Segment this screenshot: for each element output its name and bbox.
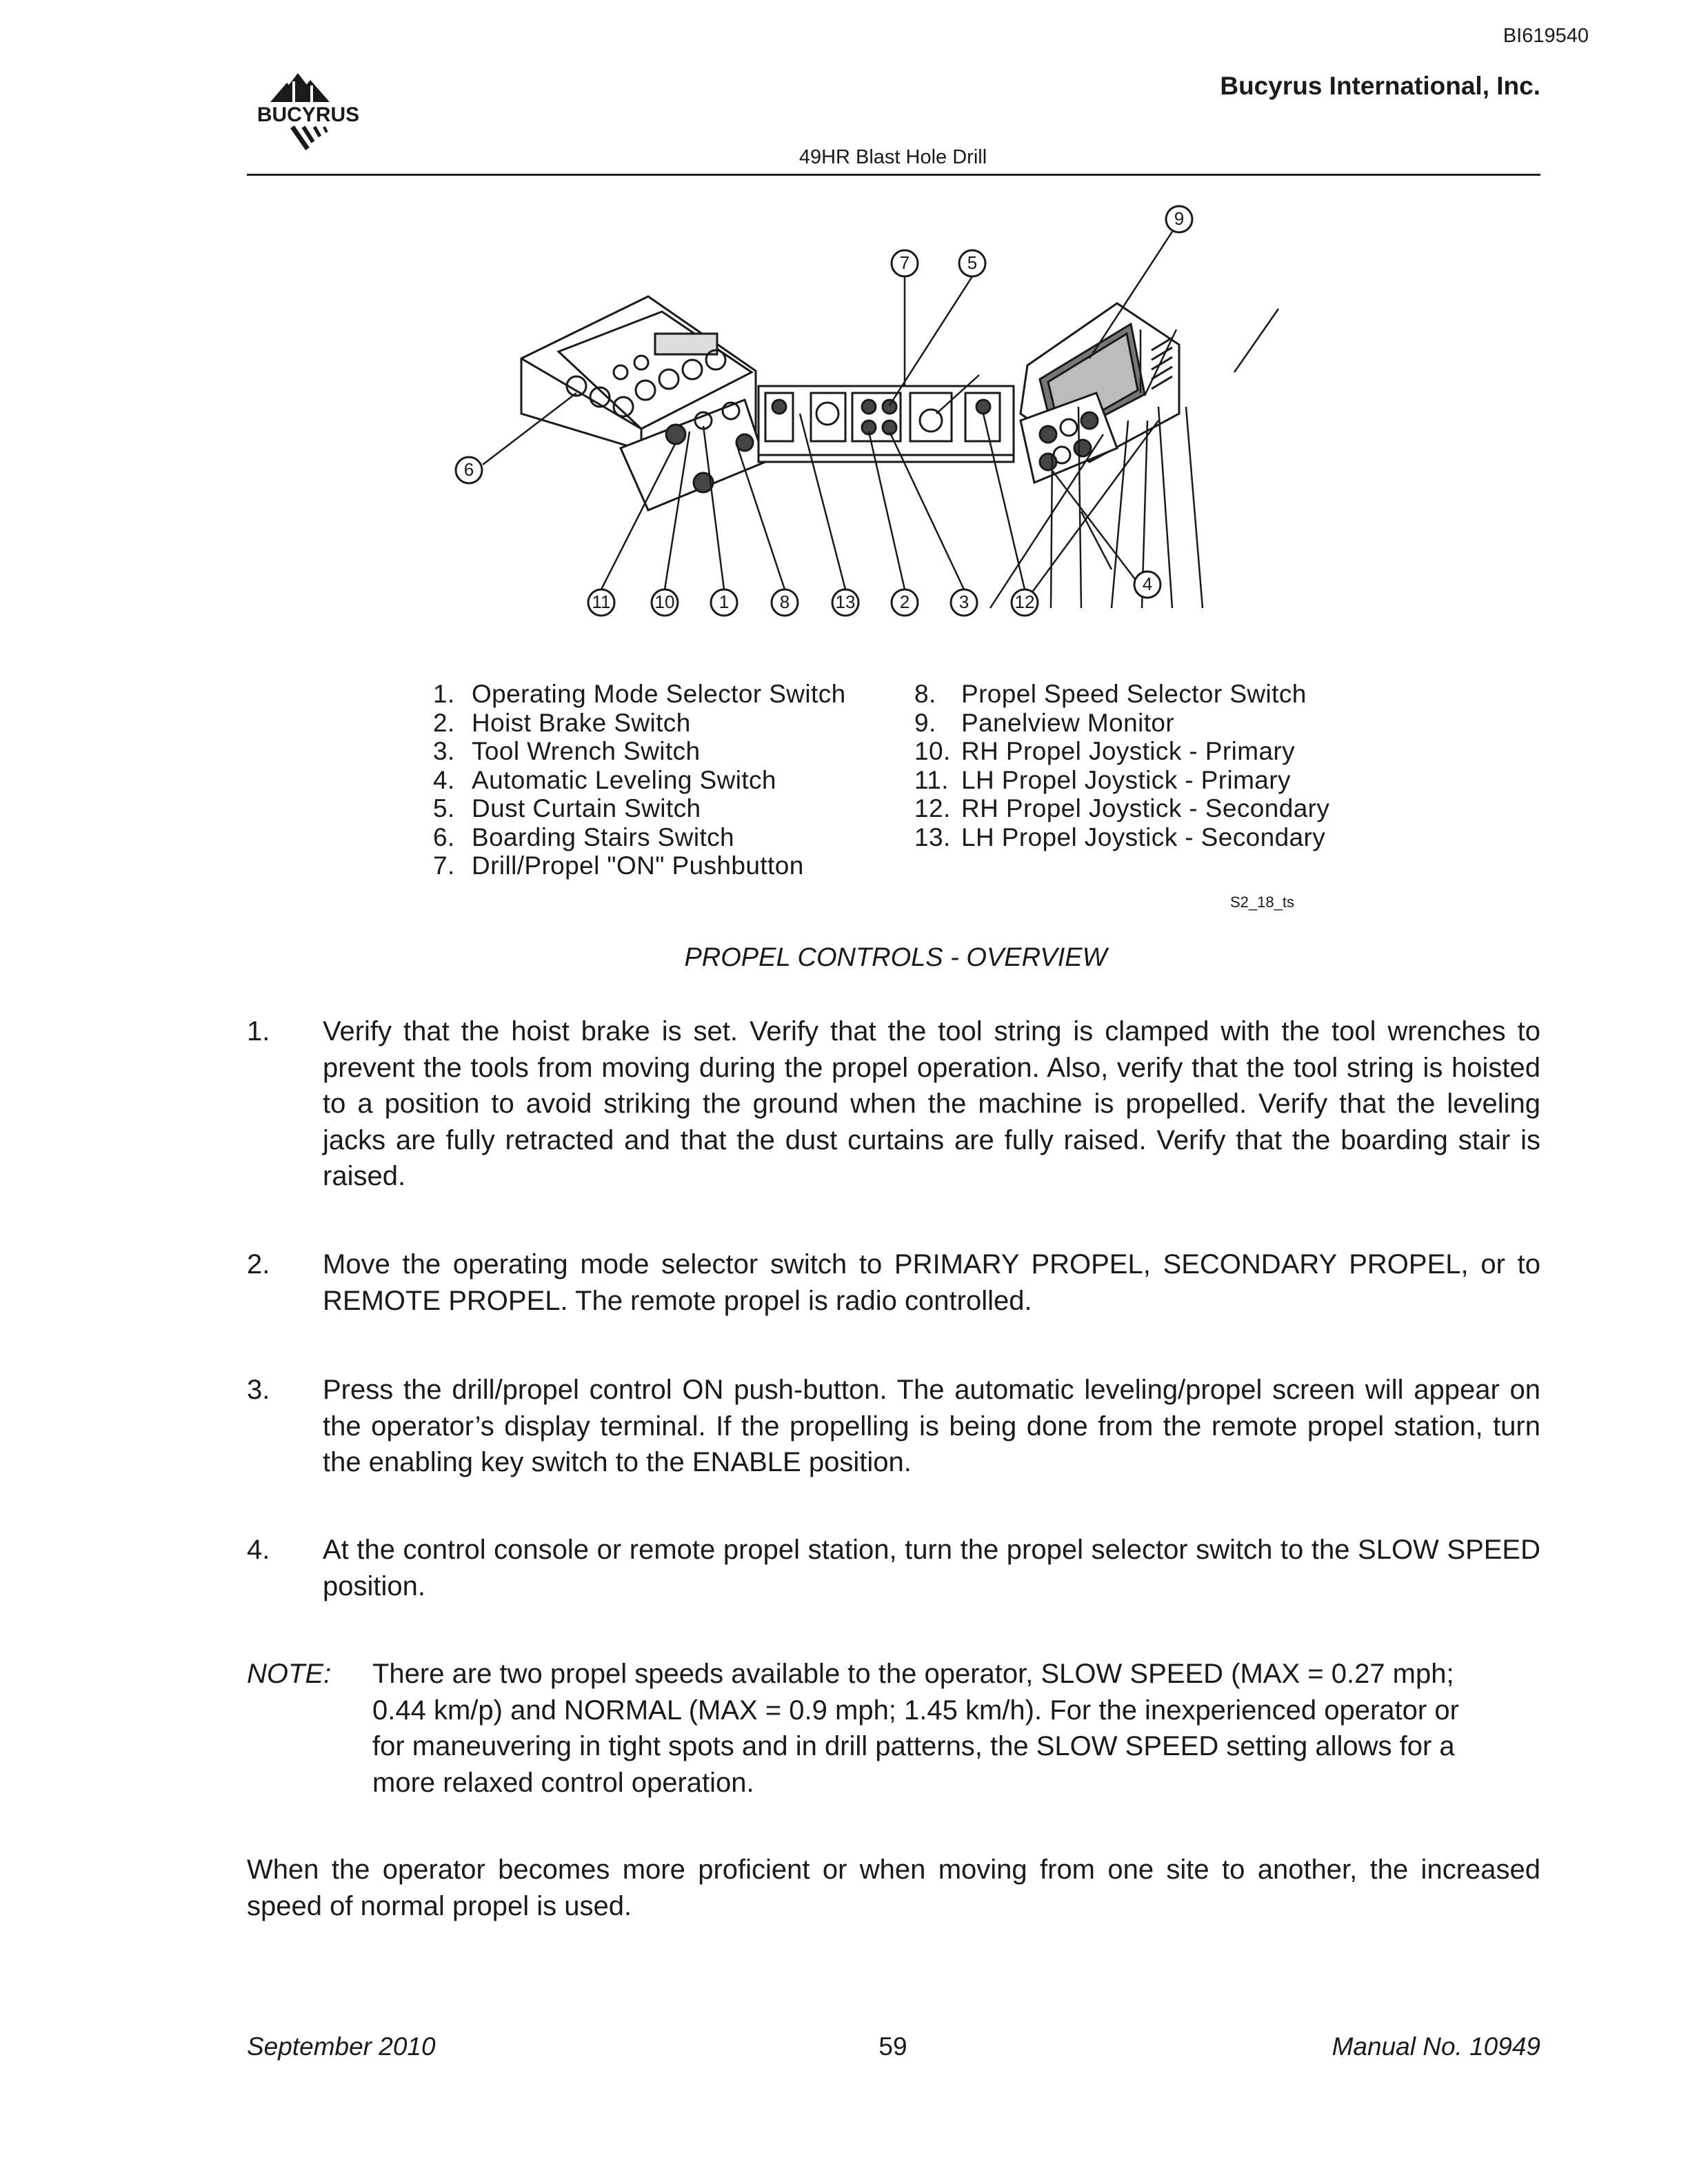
callout-8-label: 8 — [779, 592, 790, 612]
callout-2 — [892, 589, 918, 616]
legend-num: 5. — [433, 794, 455, 822]
callout-8 — [772, 589, 798, 616]
header-rule — [247, 174, 1540, 176]
procedure-step — [247, 1372, 1540, 1481]
figure-caption: PROPEL CONTROLS - OVERVIEW — [684, 943, 1107, 972]
legend-item — [433, 823, 846, 852]
propel-controls-illustration — [414, 186, 1310, 655]
legend-num: 11. — [914, 765, 949, 794]
legend-item — [433, 851, 846, 880]
step-text: At the control console or remote propel station, turn the propel selector switch to the SLOW SPEED position. — [323, 1535, 1540, 1601]
callout-12 — [1012, 589, 1038, 616]
legend-num: 2. — [433, 708, 455, 737]
callout-9-label: 9 — [1174, 208, 1185, 229]
legend-num: 8. — [914, 680, 936, 708]
callout-6-label: 6 — [463, 459, 474, 480]
step-number: 2. — [247, 1249, 270, 1280]
legend-text: LH Propel Joystick - Secondary — [961, 822, 1326, 851]
procedure-step — [247, 1013, 1540, 1195]
legend-item — [914, 709, 1329, 738]
step-number: 3. — [247, 1375, 270, 1405]
step-text: Verify that the hoist brake is set. Verify that the tool string is clamped with the tool wrenches to prevent the tools from moving during the propel operation. Also, verify that the tool string is hoisted to a position to avoid striking the ground when the machine is propelled. Verify that the leveling jacks are fully retracted and that the dust curtains are fully raised. Verify that the boarding stair is raised. — [323, 1016, 1540, 1191]
procedure-step — [247, 1246, 1540, 1319]
legend-item — [433, 680, 846, 709]
callout-11-label: 11 — [592, 592, 611, 612]
legend-right-column — [914, 680, 1329, 851]
legend-num: 7. — [433, 851, 455, 880]
callout-9 — [1166, 206, 1192, 232]
callout-6 — [456, 457, 482, 483]
right-console — [1021, 303, 1179, 483]
legend-num: 10. — [914, 737, 951, 765]
callout-4 — [1134, 572, 1160, 598]
legend-text: Dust Curtain Switch — [472, 794, 701, 822]
legend-item — [433, 737, 846, 766]
legend-text: RH Propel Joystick - Primary — [961, 737, 1296, 765]
callout-3 — [951, 589, 977, 616]
company-name: Bucyrus International, Inc. — [1220, 72, 1540, 100]
procedure-step — [247, 1532, 1540, 1604]
legend-item — [914, 680, 1329, 709]
callout-1 — [711, 589, 737, 616]
legend-item — [914, 737, 1329, 766]
legend-text: Automatic Leveling Switch — [472, 765, 776, 794]
note-text: There are two propel speeds available to the operator, SLOW SPEED (MAX = 0.27 mph; 0.44 km/p) and NORMAL (MAX = 0.9 mph; 1.45 km/h). For the inexperienced operator or for maneuvering in tight spots and in drill patterns, the SLOW SPEED setting allows for a more relaxed control operation. — [372, 1659, 1459, 1798]
step-number: 4. — [247, 1535, 270, 1565]
callout-4-label: 4 — [1142, 574, 1153, 594]
callout-10 — [652, 589, 678, 616]
closing-paragraph: When the operator becomes more proficient or when moving from one site to another, the increased speed of normal propel is used. — [247, 1854, 1540, 1921]
callout-13 — [832, 589, 858, 616]
step-text: Press the drill/propel control ON push-button. The automatic leveling/propel screen will appear on the operator’s display terminal. If the propelling is being done from the remote propel station, turn the enabling key switch to the ENABLE position. — [323, 1375, 1540, 1477]
legend-num: 12. — [914, 794, 951, 822]
callout-2-label: 2 — [899, 592, 910, 612]
footer-date: September 2010 — [247, 2032, 436, 2061]
legend-text: Tool Wrench Switch — [472, 737, 701, 765]
legend-text: LH Propel Joystick - Primary — [961, 765, 1291, 794]
document-id: BI619540 — [1503, 25, 1589, 47]
legend-item — [914, 794, 1329, 823]
legend-text: Propel Speed Selector Switch — [961, 680, 1307, 708]
callout-7-label: 7 — [899, 252, 910, 273]
callout-3-label: 3 — [958, 592, 969, 612]
callout-7 — [892, 250, 918, 276]
manual-number: Manual No. 10949 — [1332, 2032, 1540, 2061]
center-console — [758, 386, 1014, 462]
note-label: NOTE: — [247, 1659, 332, 1689]
legend-num: 4. — [433, 765, 455, 794]
step-number: 1. — [247, 1016, 270, 1046]
legend-num: 3. — [433, 737, 455, 765]
callout-12-label: 12 — [1014, 592, 1035, 612]
legend-num: 13. — [914, 822, 951, 851]
bucyrus-logo — [244, 69, 372, 154]
legend-num: 1. — [433, 680, 455, 708]
legend-item — [914, 823, 1329, 852]
left-console — [521, 296, 765, 510]
svg-text:BUCYRUS: BUCYRUS — [257, 103, 360, 126]
legend-text: Panelview Monitor — [961, 708, 1175, 737]
page-number: 59 — [878, 2032, 907, 2061]
legend-num: 9. — [914, 708, 936, 737]
legend-item — [433, 794, 846, 823]
legend-left-column — [433, 680, 846, 880]
step-text: Move the operating mode selector switch to PRIMARY PROPEL, SECONDARY PROPEL, or to REMOTE PROPEL. The remote propel is radio controlled. — [323, 1249, 1540, 1316]
legend-text: Operating Mode Selector Switch — [472, 680, 846, 708]
legend-num: 6. — [433, 822, 455, 851]
callout-5-label: 5 — [967, 252, 978, 273]
legend-text: Hoist Brake Switch — [472, 708, 691, 737]
callout-13-label: 13 — [835, 592, 856, 612]
callout-1-label: 1 — [719, 592, 730, 612]
header-subtitle: 49HR Blast Hole Drill — [798, 146, 987, 168]
callout-5 — [959, 250, 985, 276]
legend-item — [433, 709, 846, 738]
legend-text: RH Propel Joystick - Secondary — [961, 794, 1330, 822]
legend-item — [914, 766, 1329, 795]
legend-text: Boarding Stairs Switch — [472, 822, 735, 851]
drawing-reference: S2_18_ts — [1230, 893, 1294, 911]
legend-text: Drill/Propel "ON" Pushbutton — [472, 851, 804, 880]
callout-10-label: 10 — [654, 592, 675, 612]
callout-11 — [588, 589, 614, 616]
legend-item — [433, 766, 846, 795]
note-block — [247, 1656, 1474, 1801]
